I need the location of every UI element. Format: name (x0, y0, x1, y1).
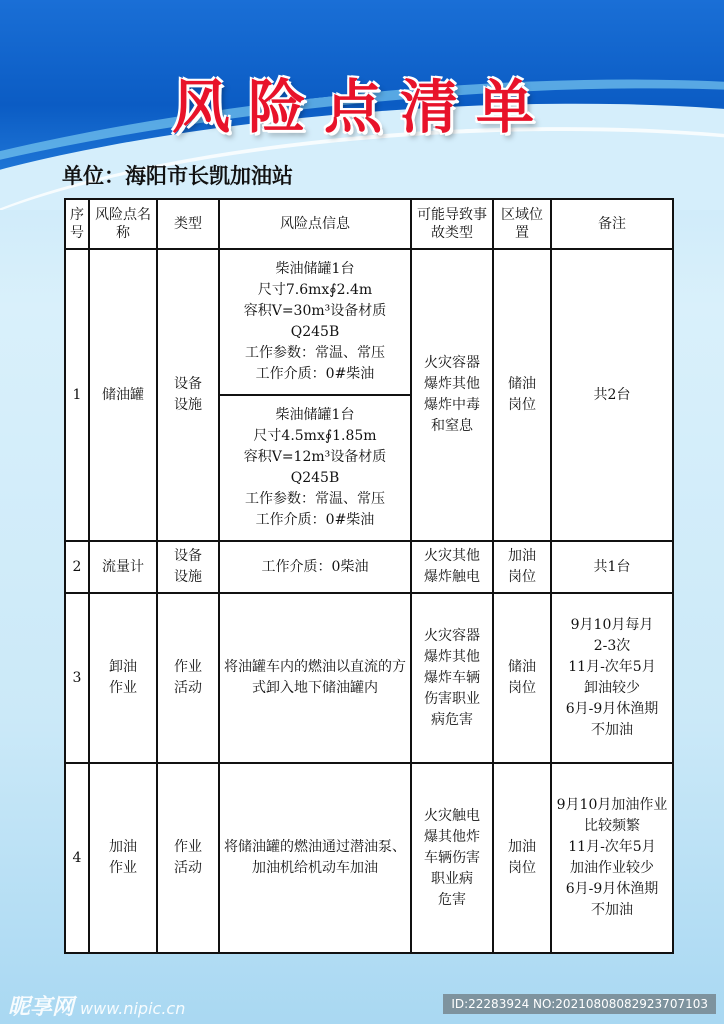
header-info: 风险点信息 (219, 199, 411, 249)
row-no: 1 (65, 249, 89, 541)
row-type: 设备 设施 (157, 541, 219, 593)
row-no: 3 (65, 593, 89, 763)
row-type: 设备 设施 (157, 249, 219, 541)
risk-table (64, 198, 674, 954)
row-name: 卸油 作业 (89, 593, 157, 763)
watermark-url: www.nipic.cn (80, 999, 186, 1018)
watermark-logo (8, 990, 185, 1021)
row-type: 作业 活动 (157, 763, 219, 953)
table-header-row (65, 199, 673, 249)
row-notes: 共2台 (551, 249, 673, 541)
table-row (65, 541, 673, 593)
watermark-logo-text: 昵享网 (8, 995, 75, 1020)
header-name: 风险点名称 (89, 199, 157, 249)
table-row (65, 763, 673, 953)
row-name: 储油罐 (89, 249, 157, 541)
row-area: 储油 岗位 (493, 249, 551, 541)
row-accident: 火灾触电 爆其他炸 车辆伤害 职业病 危害 (411, 763, 493, 953)
row-area: 储油 岗位 (493, 593, 551, 763)
watermark-id: ID:22283924 NO:20210808082923707103 (443, 994, 716, 1014)
row-notes: 9月10月加油作业比较频繁 11月-次年5月 加油作业较少 6月-9月休渔期 不加油 (551, 763, 673, 953)
row-notes: 共1台 (551, 541, 673, 593)
row-info: 柴油储罐1台 尺寸7.6mx∮2.4m 容积V=30m³设备材质Q245B 工作参数：常温、常压 工作介质：0#柴油 (219, 249, 411, 395)
table-row (65, 249, 673, 395)
row-type: 作业 活动 (157, 593, 219, 763)
row-name: 加油 作业 (89, 763, 157, 953)
header-area: 区域位置 (493, 199, 551, 249)
row-no: 4 (65, 763, 89, 953)
unit-line: 单位：海阳市长凯加油站 (62, 163, 293, 188)
header-no: 序号 (65, 199, 89, 249)
row-accident: 火灾其他 爆炸触电 (411, 541, 493, 593)
row-no: 2 (65, 541, 89, 593)
row-info: 将油罐车内的燃油以直流的方式卸入地下储油罐内 (219, 593, 411, 763)
row-area: 加油 岗位 (493, 541, 551, 593)
page-title: 风险点清单 (171, 73, 552, 141)
row-info: 柴油储罐1台 尺寸4.5mx∮1.85m 容积V=12m³设备材质Q245B 工作参数：常温、常压 工作介质：0#柴油 (219, 395, 411, 541)
row-accident: 火灾容器 爆炸其他 爆炸车辆 伤害职业 病危害 (411, 593, 493, 763)
header-type: 类型 (157, 199, 219, 249)
table-row (65, 593, 673, 763)
row-area: 加油 岗位 (493, 763, 551, 953)
row-notes: 9月10月每月 2-3次 11月-次年5月 卸油较少 6月-9月休渔期 不加油 (551, 593, 673, 763)
row-accident: 火灾容器 爆炸其他 爆炸中毒 和窒息 (411, 249, 493, 541)
row-info: 将储油罐的燃油通过潜油泵、加油机给机动车加油 (219, 763, 411, 953)
row-name: 流量计 (89, 541, 157, 593)
header-notes: 备注 (551, 199, 673, 249)
row-info: 工作介质：0柴油 (219, 541, 411, 593)
header-accident: 可能导致事故类型 (411, 199, 493, 249)
